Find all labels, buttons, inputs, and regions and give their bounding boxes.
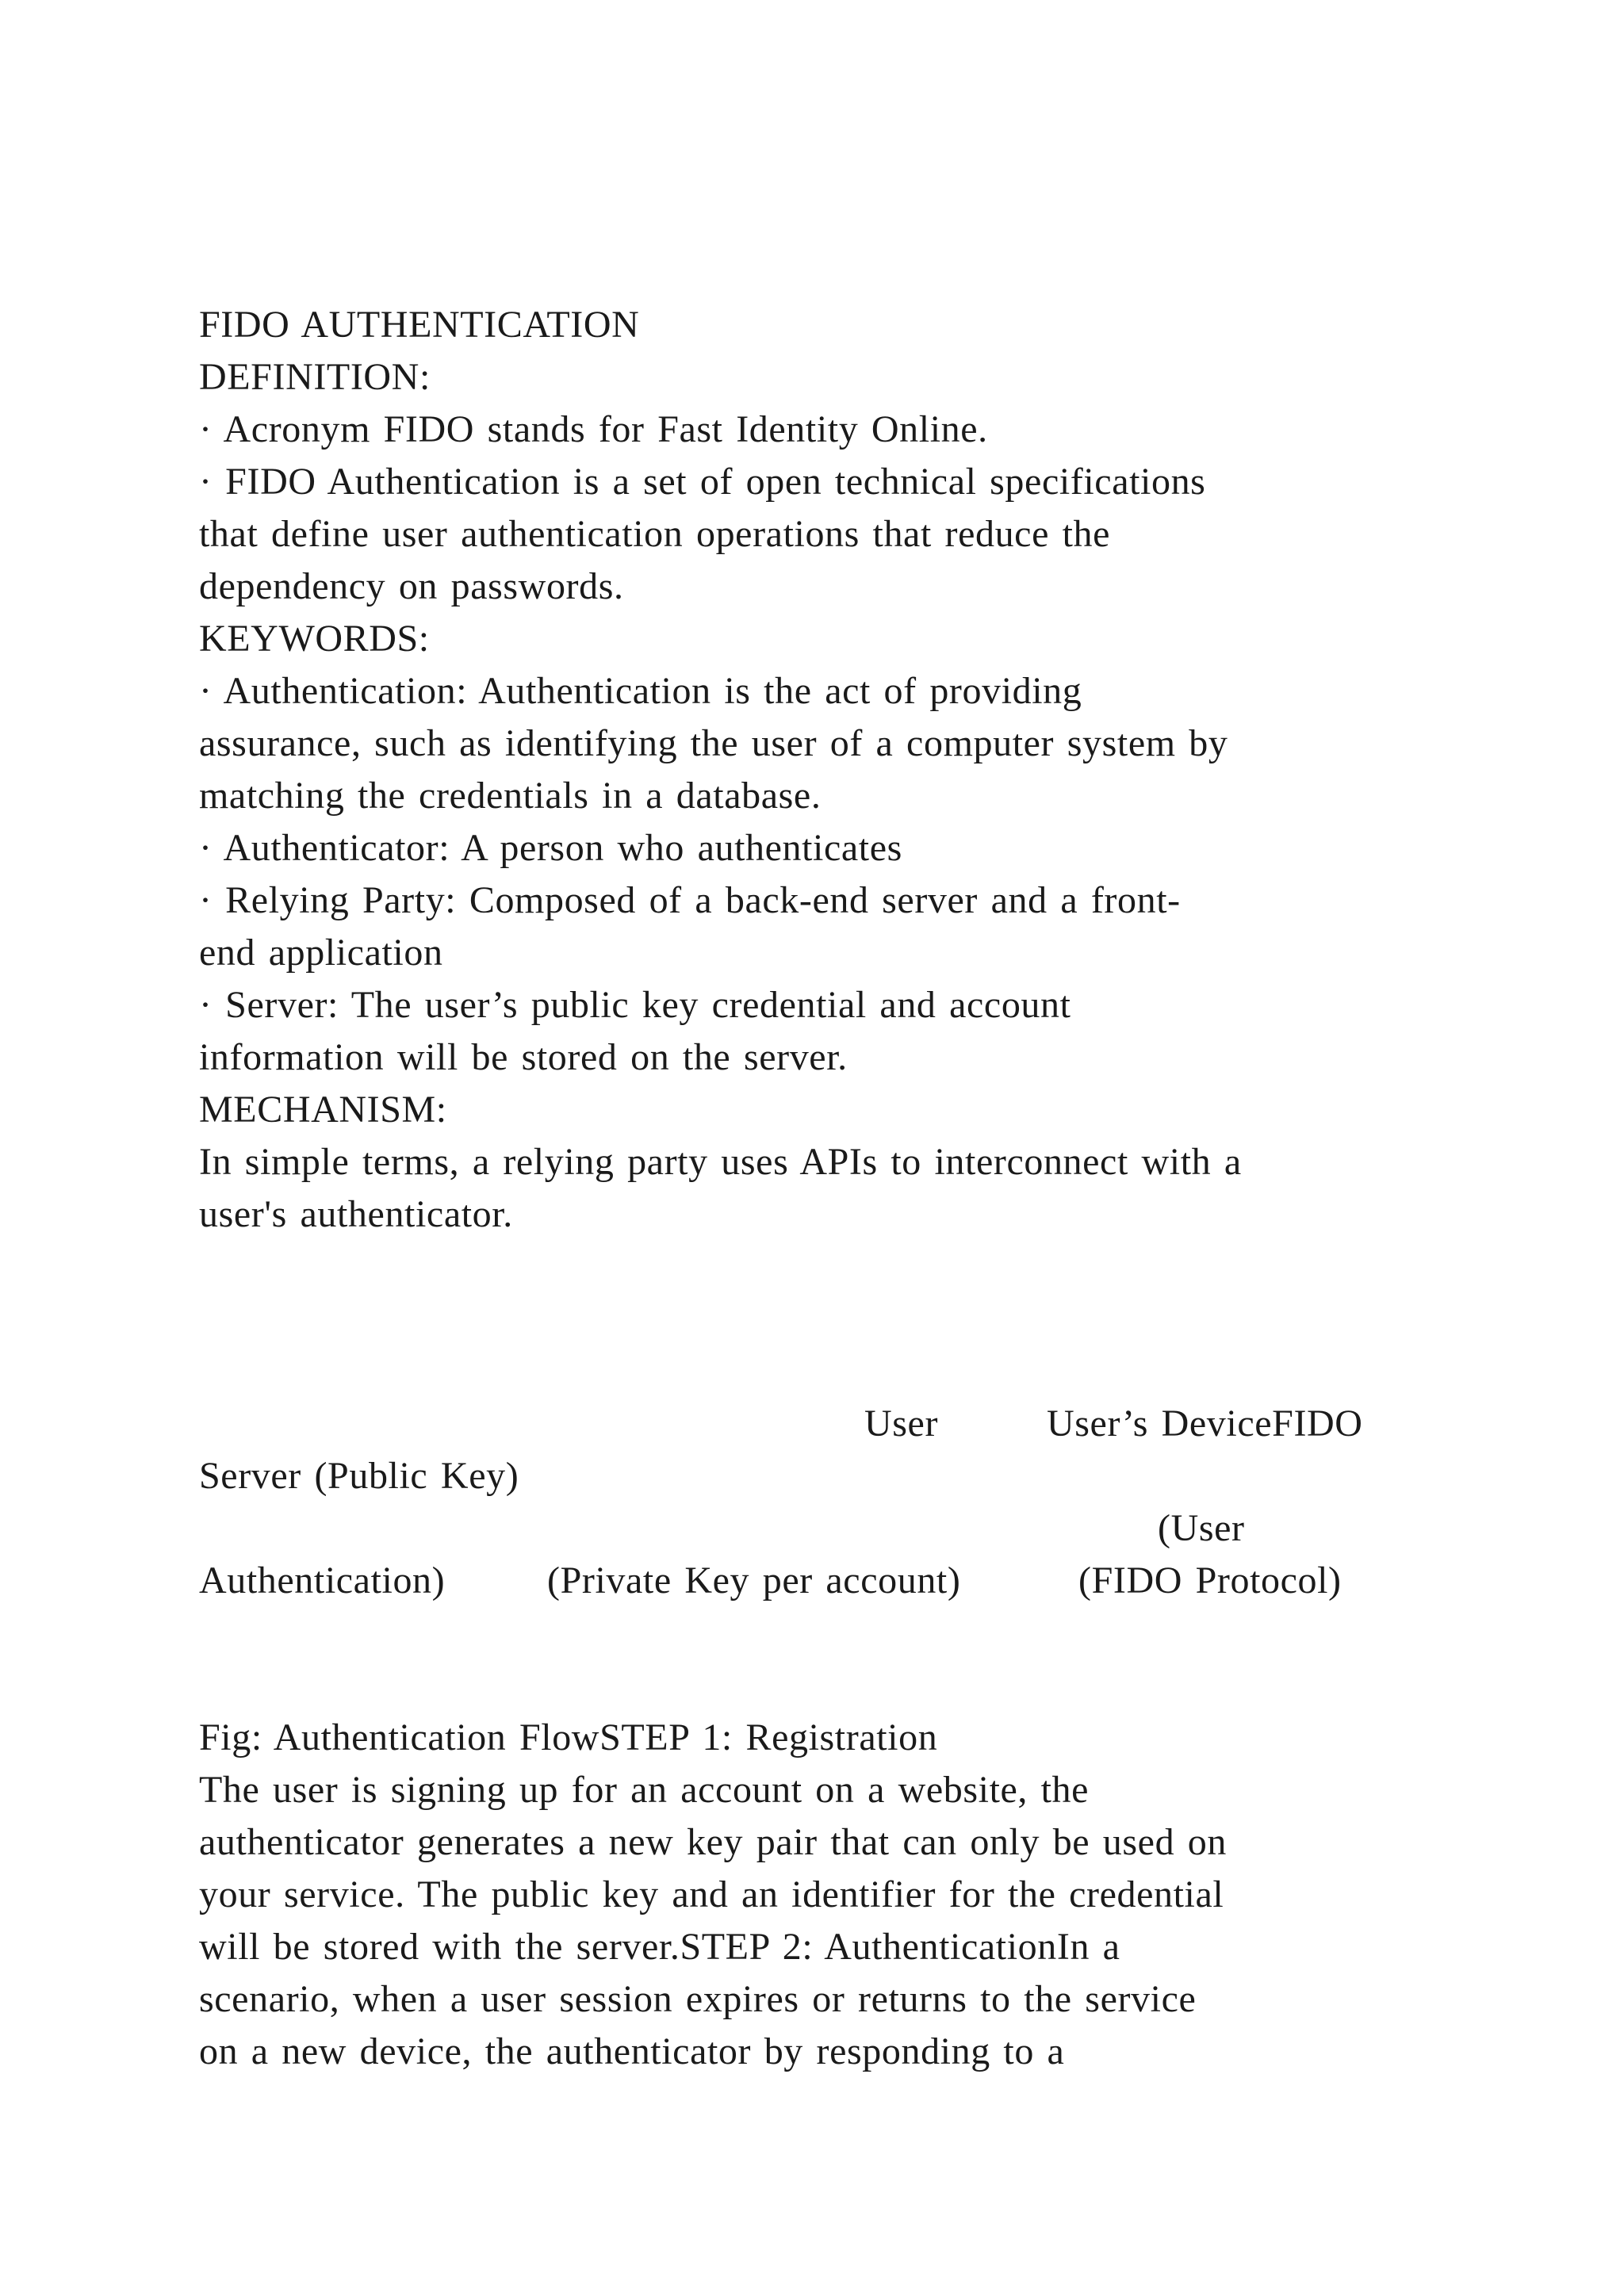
steps-line: scenario, when a user session expires or returns to the service (199, 1978, 1197, 2020)
figure-label-user: User (864, 1402, 939, 1445)
keyword-line: · Server: The user’s public key credential and account (199, 984, 1071, 1026)
definition-line: dependency on passwords. (199, 565, 624, 607)
mechanism-line: In simple terms, a relying party uses APIs to interconnect with a (199, 1141, 1242, 1183)
definition-line: · Acronym FIDO stands for Fast Identity Online. (199, 408, 988, 450)
definition-line: that define user authentication operations that reduce the (199, 513, 1111, 555)
keyword-line: · Authentication: Authentication is the act of providing (199, 670, 1082, 712)
steps-line: The user is signing up for an account on a website, the (199, 1769, 1090, 1811)
figure-label-private-key: (Private Key per account) (547, 1559, 961, 1601)
mechanism-heading: MECHANISM: (199, 1089, 447, 1131)
figure-label-protocol: (FIDO Protocol) (1078, 1559, 1342, 1601)
steps-line: your service. The public key and an identifier for the credential (199, 1873, 1224, 1915)
keyword-line: · Relying Party: Composed of a back-end server and a front- (199, 879, 1181, 921)
figure-label-server: Server (Public Key) (199, 1455, 519, 1497)
steps-line: authenticator generates a new key pair that can only be used on (199, 1821, 1227, 1863)
steps-line: will be stored with the server.STEP 2: AuthenticationIn a (199, 1926, 1120, 1968)
figure-label-user-auth-close: Authentication) (199, 1559, 446, 1601)
figure-label-device: User’s DeviceFIDO (1047, 1402, 1363, 1445)
keyword-line: information will be stored on the server. (199, 1036, 848, 1078)
figure-label-user-auth-open: (User (1158, 1507, 1245, 1549)
keywords-heading: KEYWORDS: (199, 618, 430, 660)
keyword-line: end application (199, 932, 443, 974)
definition-line: · FIDO Authentication is a set of open technical specifications (199, 461, 1206, 503)
keyword-line: · Authenticator: A person who authenticates (199, 827, 902, 869)
mechanism-line: user's authenticator. (199, 1193, 513, 1235)
steps-line: on a new device, the authenticator by responding to a (199, 2030, 1065, 2072)
keyword-line: assurance, such as identifying the user of a computer system by (199, 722, 1228, 764)
document-title: FIDO AUTHENTICATION (199, 304, 640, 346)
keyword-line: matching the credentials in a database. (199, 775, 822, 817)
steps-line: Fig: Authentication FlowSTEP 1: Registration (199, 1716, 938, 1758)
definition-heading: DEFINITION: (199, 356, 431, 398)
